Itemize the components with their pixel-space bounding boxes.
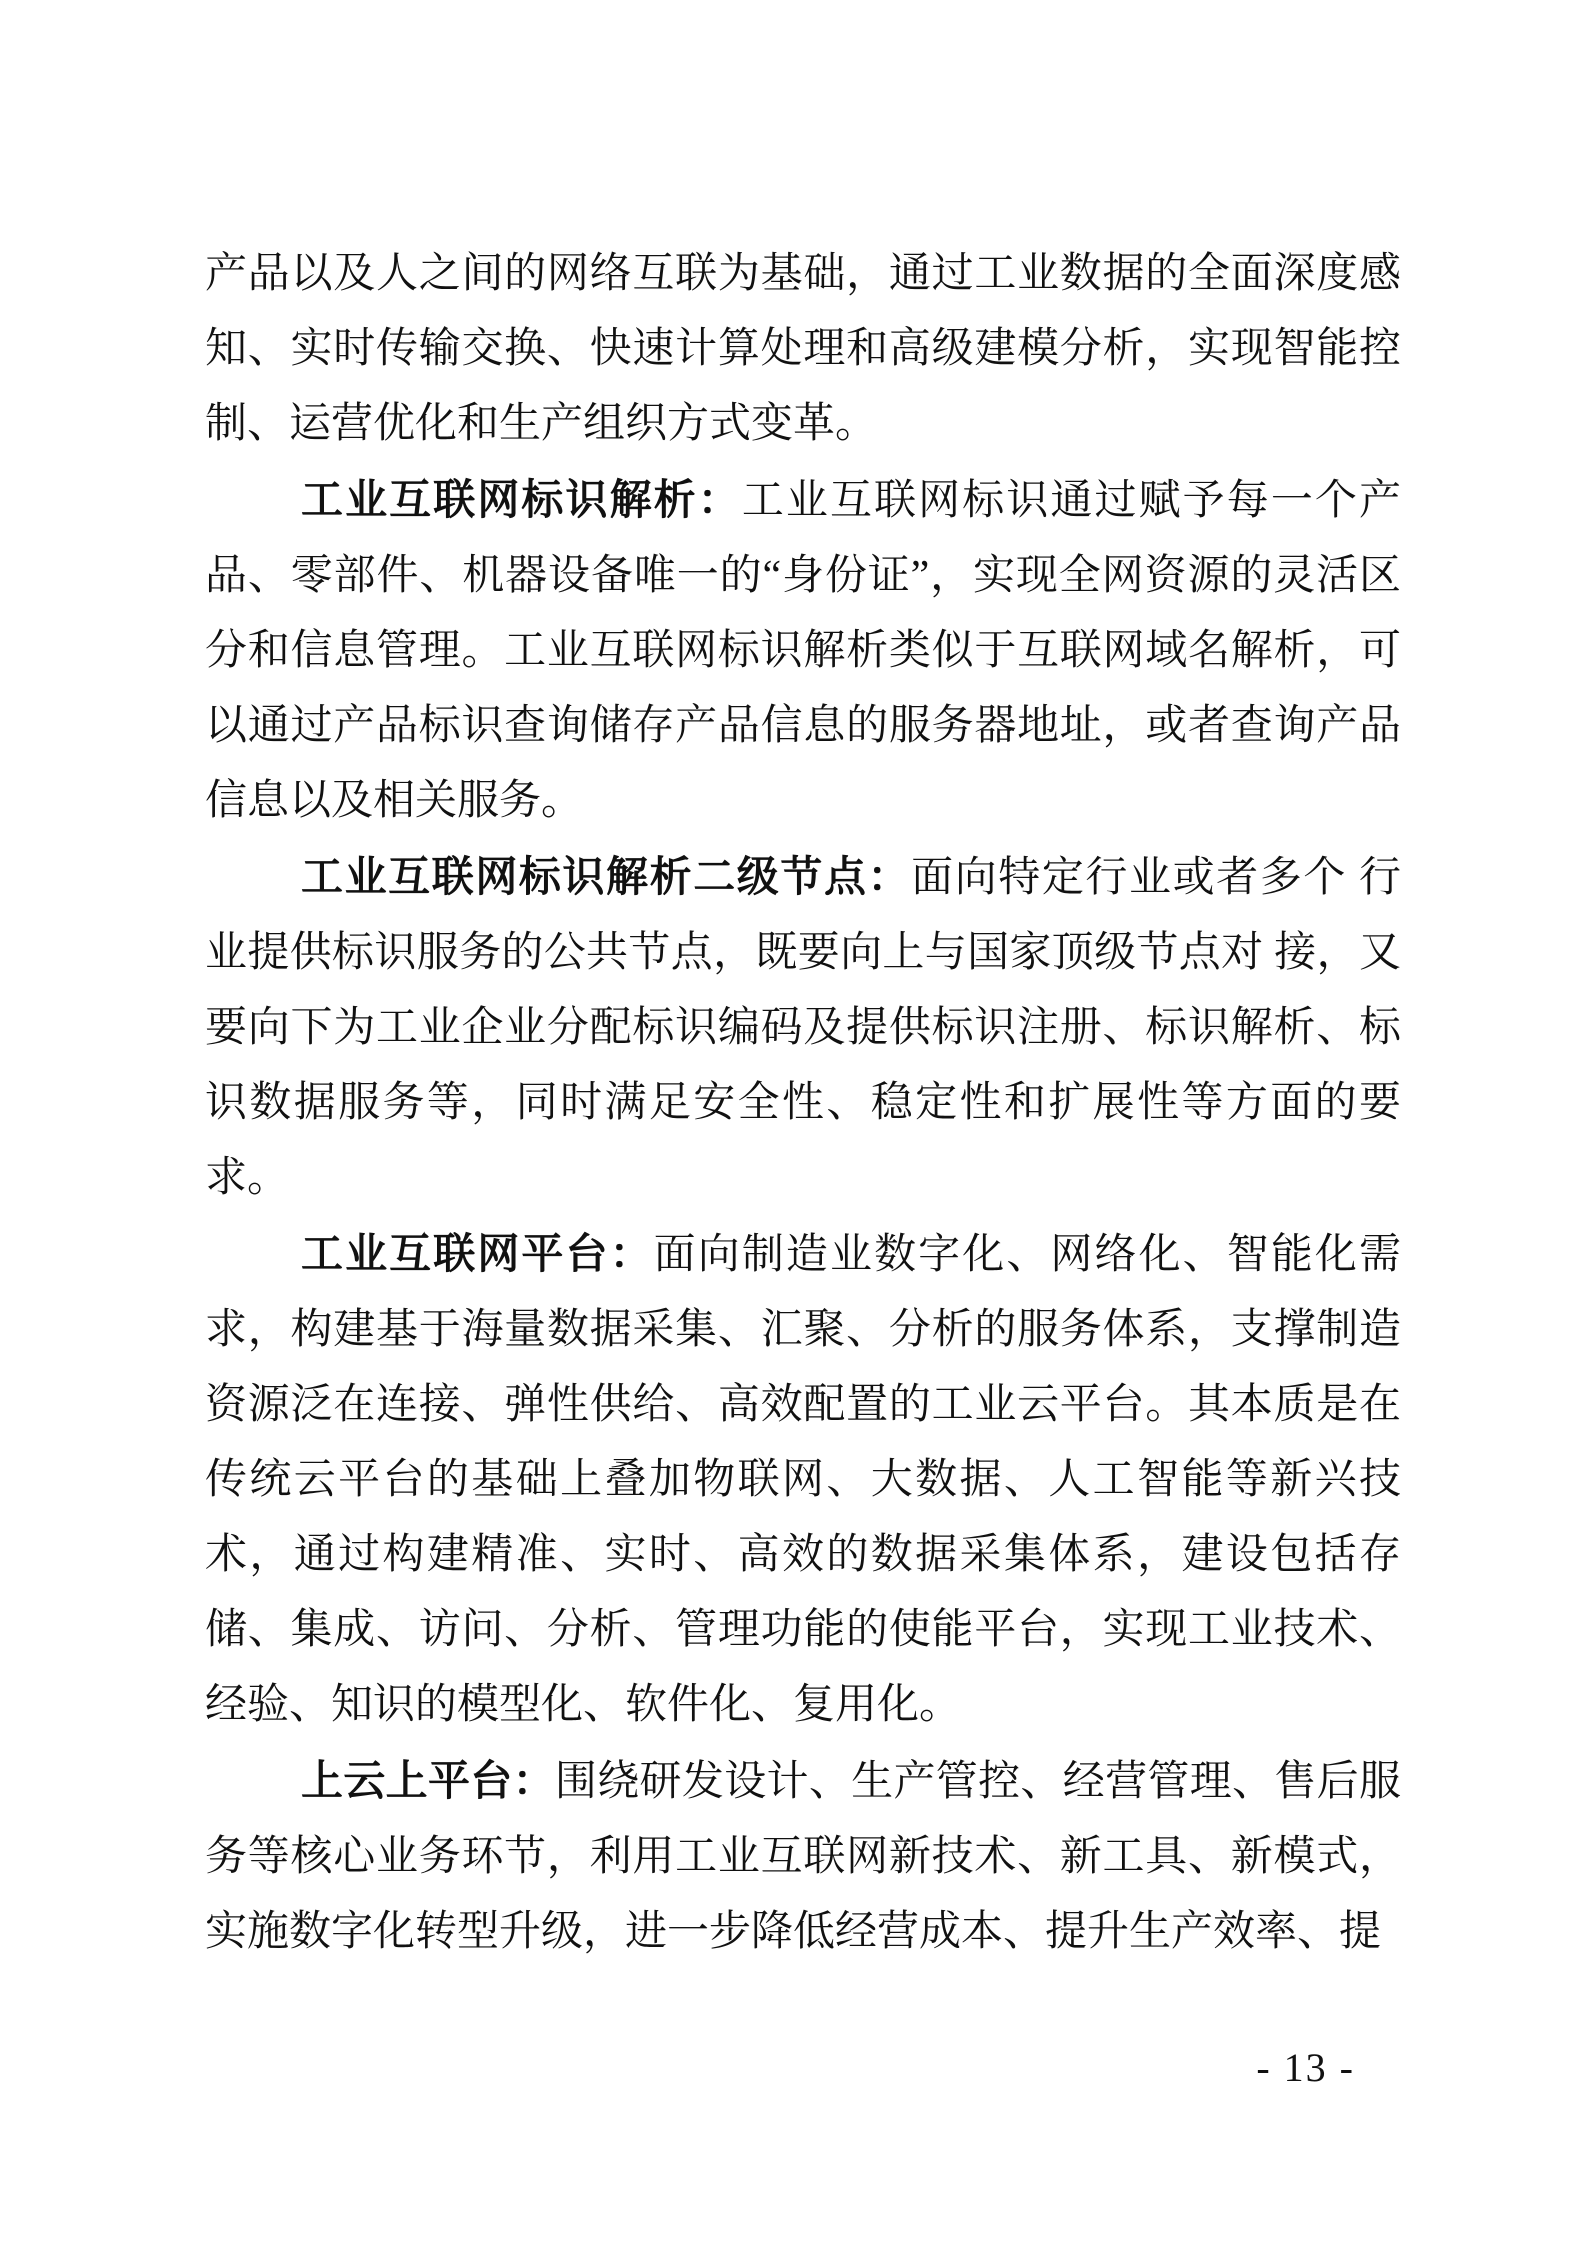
paragraph-lead: 工业互联网平台： (301, 1230, 654, 1277)
paragraph-lead: 工业互联网标识解析： (301, 476, 742, 523)
page-footer (1256, 2044, 1355, 2092)
paragraph-lead: 工业互联网标识解析二级节点： (301, 853, 912, 900)
paragraph (205, 1743, 1401, 1970)
paragraph (205, 839, 1401, 1216)
paragraph-text: 产品以及人之间的网络互联为基础，通过工业数据的全面深度感知、实时传输交换、快速计算处理和高级建模分析，实现智能控制、运营优化和生产组织方式变革。 (205, 251, 1401, 447)
paragraph-text: 工业互联网标识通过赋予每一个产品、零部件、机器设备唯一的“身份证”，实现全网资源的灵活区分和信息管理。工业互联网标识解析类似于互联网域名解析，可以通过产品标识查询储存产品信息的服务器地址，或者查询产品信息以及相关服务。 (205, 478, 1401, 824)
paragraph (205, 1216, 1401, 1743)
paragraph (205, 237, 1401, 462)
paragraph-text: 面向特定行业或者多个 行业提供标识服务的公共节点，既要向上与国家顶级节点对 接，又要向下为工业企业分配标识编码及提供标识注册、标识解析、标识数据服务等，同时满足安全性、稳定性和扩展性等方面的要求。 (205, 855, 1401, 1201)
document-body (205, 237, 1401, 1970)
paragraph-text: 面向制造业数字化、网络化、智能化需求，构建基于海量数据采集、汇聚、分析的服务体系，支撑制造资源泛在连接、弹性供给、高效配置的工业云平台。其本质是在传统云平台的基础上叠加物联网、大数据、人工智能等新兴技术，通过构建精准、实时、高效的数据采集体系，建设包括存储、集成、访问、分析、管理功能的使能平台，实现工业技术、经验、知识的模型化、软件化、复用化。 (205, 1232, 1401, 1728)
paragraph-lead: 上云上平台： (301, 1757, 555, 1804)
paragraph-text: 围绕研发设计、生产管控、经营管理、售后服务等核心业务环节，利用工业互联网新技术、新工具、新模式，实施数字化转型升级，进一步降低经营成本、提升生产效率、提 (205, 1759, 1401, 1955)
paragraph (205, 462, 1401, 839)
page-number: - 13 - (1256, 2045, 1355, 2090)
